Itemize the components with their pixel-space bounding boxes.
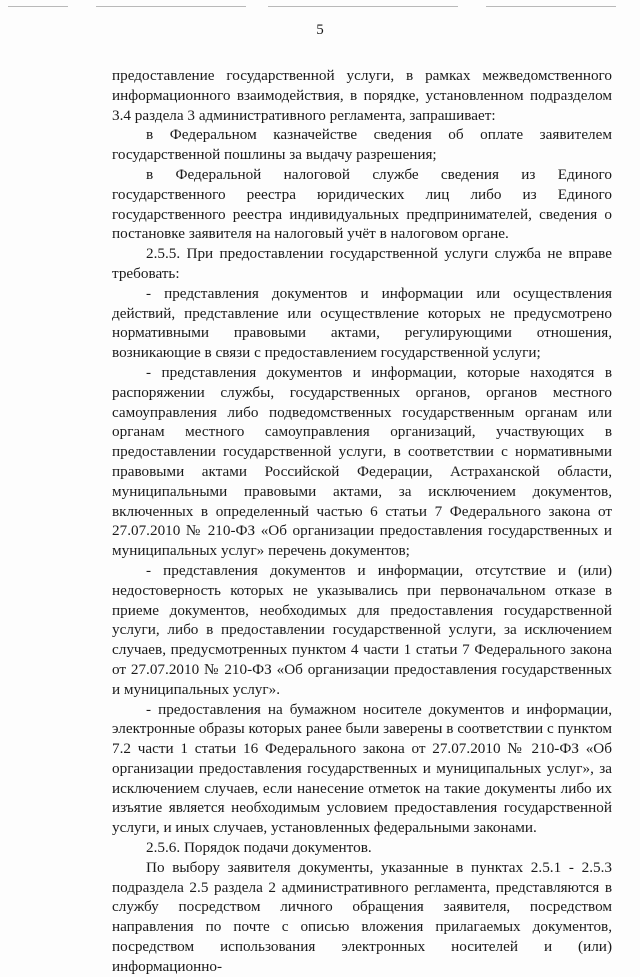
section-heading-2-5-5: 2.5.5. При предоставлении государственной услуги служба не вправе требовать: (112, 245, 612, 282)
list-item: - представления документов и информации, отсутствие и (или) недостоверность которых не указывались при первоначальном отказе в приеме документов, необходимых для предоставления государственной услуги, либо в предоставлении государственной услуги, за исключением случаев, предусмотренных пунктом 4 части 1 статьи 7 Федерального закона от 27.07.2010 № 210-ФЗ «Об организации предоставления государственных и муниципальных услуг». (112, 561, 612, 698)
scan-artifact-top-edge (0, 0, 640, 14)
list-item: - предоставления на бумажном носителе документов и информации, электронные образы которых ранее были заверены в соответствии с пунктом 7.2 части 1 статьи 16 Федерального закона от 27.07.2010 № 210-ФЗ «Об организации предоставления государственных и муниципальных услуг», за исключением случаев, если нанесение отметок на такие документы либо их изъятие является необходимым условием предоставления государственной услуги, и иных случаев, установленных федеральными законами. (112, 700, 612, 837)
list-item: - представления документов и информации или осуществления действий, представление или осуществление которых не предусмотрено нормативными правовыми актами, регулирующими отношения, возникающие в связи с предоставлением государственной услуги; (112, 284, 612, 362)
paragraph: предоставление государственной услуги, в рамках межведомственного информационного взаимодействия, в порядке, установленном подразделом 3.4 раздела 3 административного регламента, запрашивает: (112, 67, 612, 124)
list-item: - представления документов и информации, которые находятся в распоряжении службы, государственных органов, органов местного самоуправления либо подведомственных государственным органам или органам местного самоуправления организаций, участвующих в предоставлении государственной услуги, в соответствии с нормативными правовыми актами Российской Федерации, Астраханской области, муниципальными правовыми актами, за исключением документов, включенных в определенный частью 6 статьи 7 Федерального закона от 27.07.2010 № 210-ФЗ «Об организации предоставления государственных и муниципальных услуг» перечень документов; (112, 363, 612, 560)
page-number: 5 (316, 22, 324, 38)
document-body (112, 66, 612, 977)
paragraph: в Федеральной налоговой службе сведения из Единого государственного реестра юридических лиц либо из Единого государственного реестра индивидуальных предпринимателей, сведения о постановке заявителя на налоговый учёт в налоговом органе. (112, 165, 612, 243)
paragraph: По выбору заявителя документы, указанные в пунктах 2.5.1 - 2.5.3 подраздела 2.5 раздела 2 административного регламента, представляются в службу посредством личного обращения заявителя, посредством направления по почте с описью вложения прилагаемых документов, посредством использования электронных носителей и (или) информационно- (112, 858, 612, 975)
paragraph: в Федеральном казначействе сведения об оплате заявителем государственной пошлины за выдачу разрешения; (112, 126, 612, 164)
section-heading-2-5-6: 2.5.6. Порядок подачи документов. (146, 839, 372, 857)
